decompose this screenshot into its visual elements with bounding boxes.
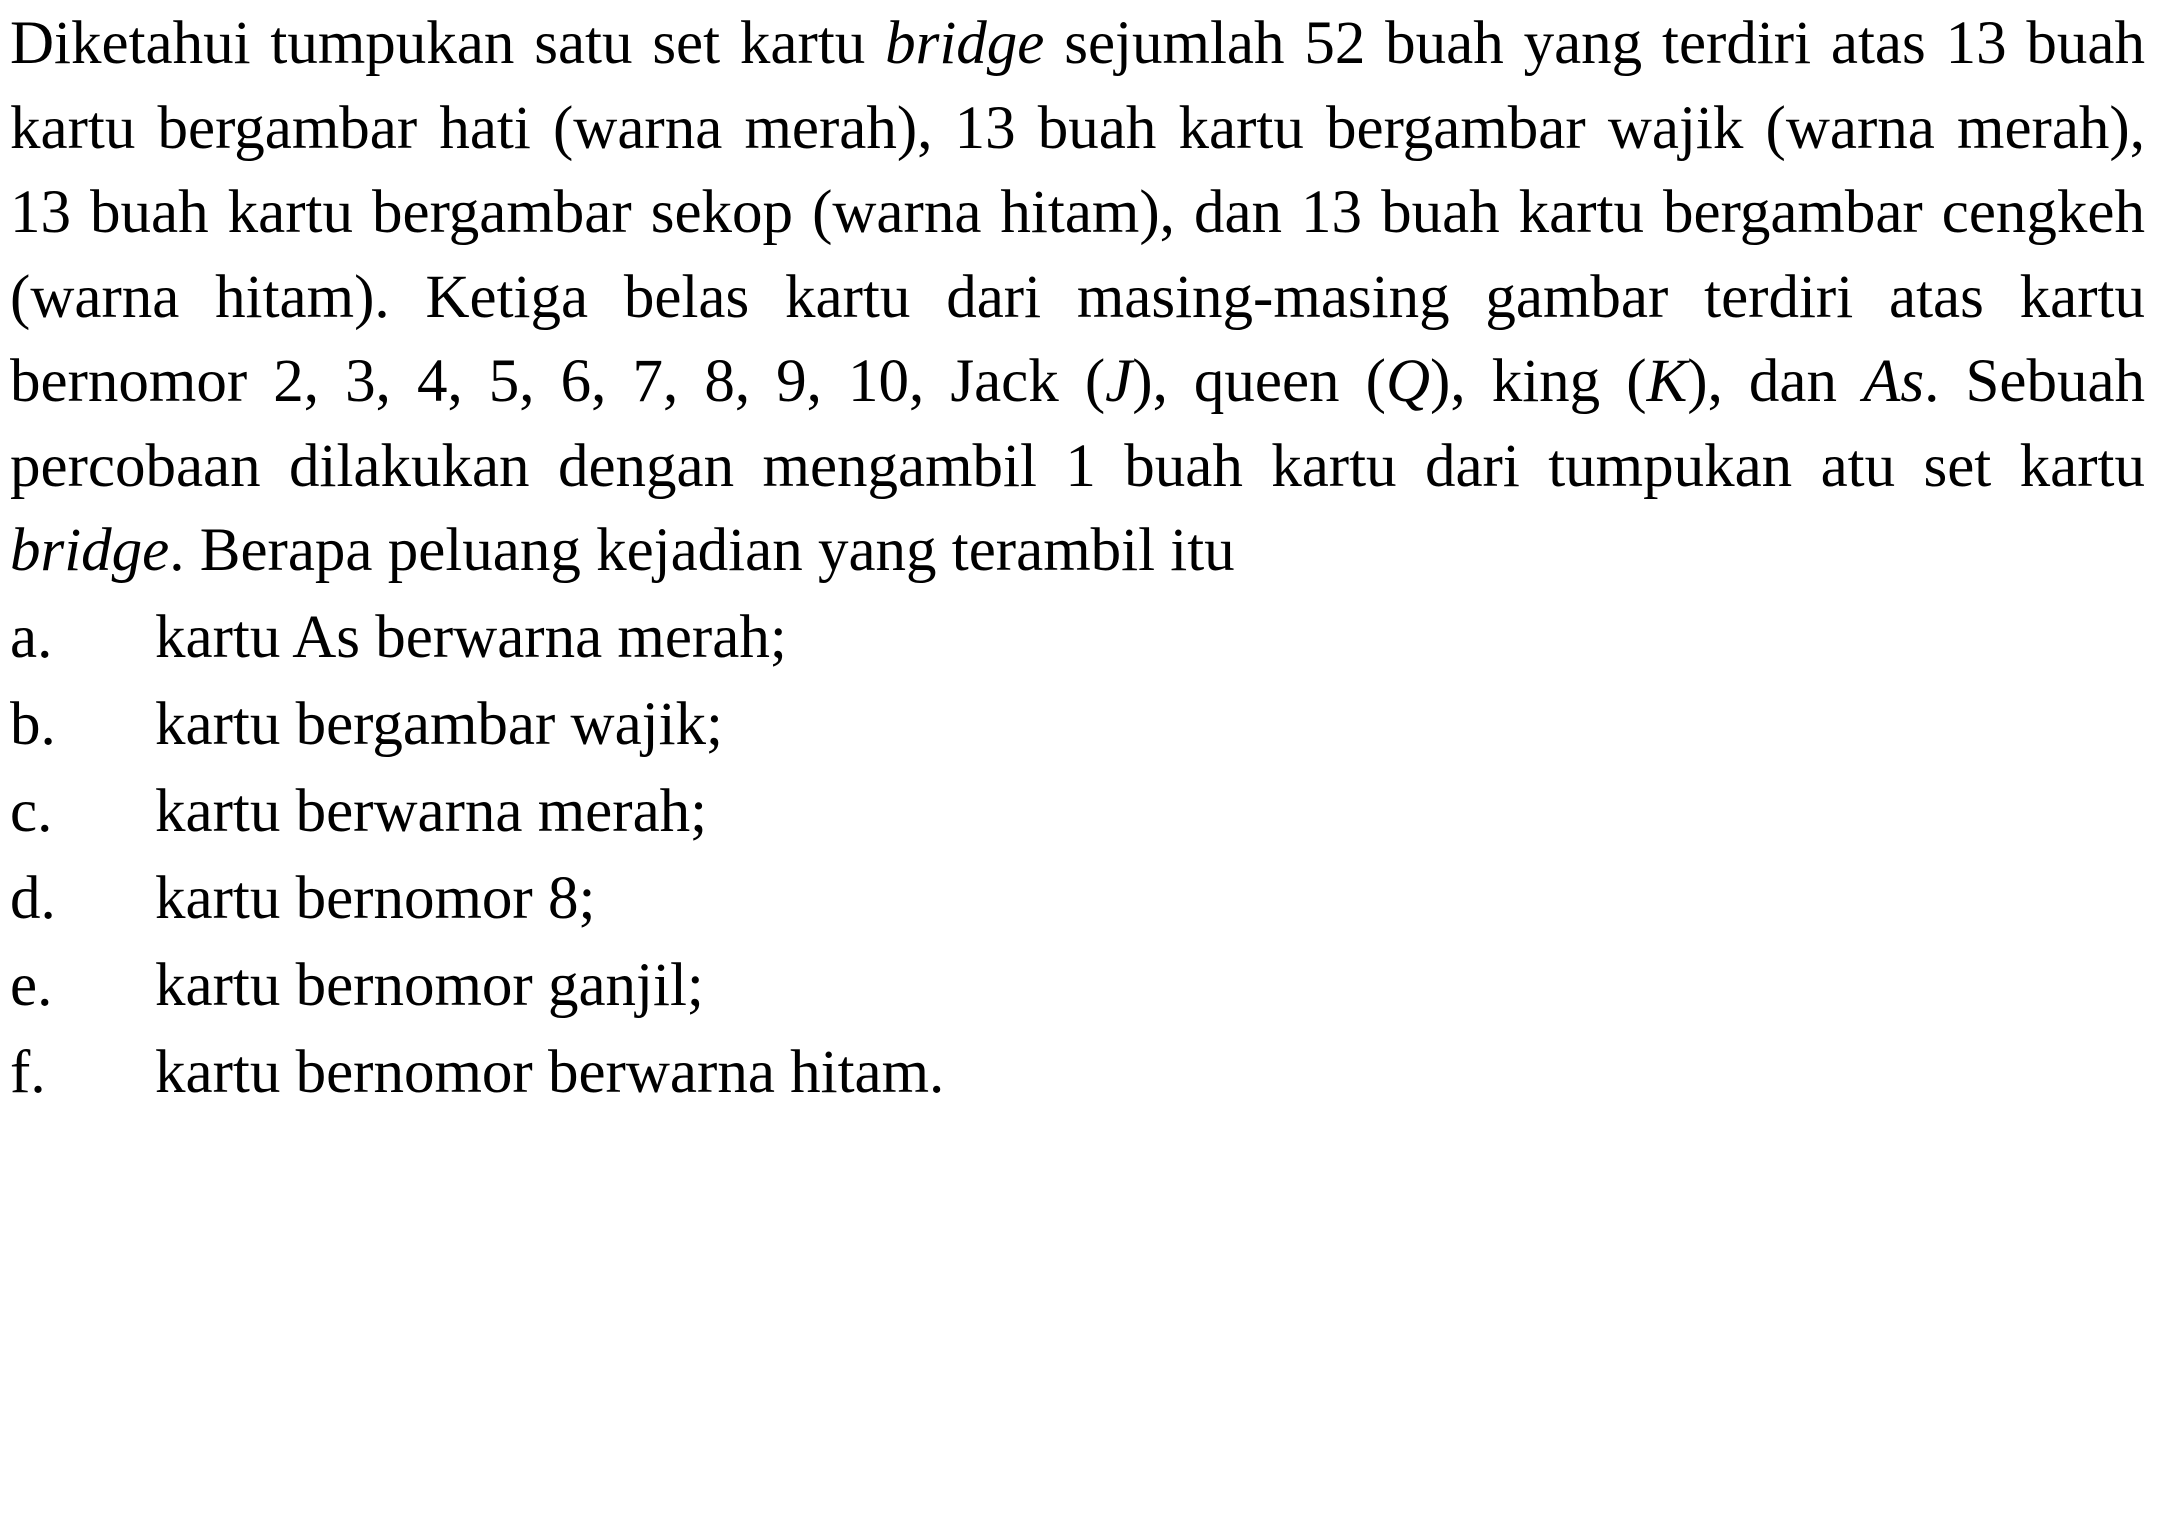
problem-statement <box>10 0 2145 594</box>
term-bridge: bridge <box>10 517 170 584</box>
option-text: kartu berwarna merah; <box>155 777 708 845</box>
statement-part-1: Diketahui tumpukan satu set kartu <box>10 10 886 77</box>
statement-part-6: . Sebuah percobaan dilakukan dengan mengambil 1 buah kartu dari tumpukan atu set kartu <box>10 348 2146 500</box>
term-bridge: bridge <box>885 10 1045 77</box>
option-letter: c. <box>10 777 53 845</box>
statement-part-3: ), queen ( <box>1132 348 1386 415</box>
option-item-d <box>10 855 2145 942</box>
option-letter: d. <box>10 864 56 932</box>
statement-part-2: sejumlah 52 buah yang terdiri atas 13 buah kartu bergambar hati (warna merah), 13 buah kartu bergambar wajik (warna merah), 13 buah kartu bergambar sekop (warna hitam), dan 13 buah kartu bergambar cengkeh (warna hitam). Ketiga belas kartu dari masing-masing gambar terdiri atas kartu bernomor 2, 3, 4, 5, 6, 7, 8, 9, 10, Jack ( <box>10 10 2146 415</box>
statement-part-5: ), dan <box>1687 348 1864 415</box>
statement-part-7: . Berapa peluang kejadian yang terambil itu <box>169 517 1235 584</box>
statement-part-4: ), king ( <box>1430 348 1647 415</box>
option-letter: b. <box>10 690 56 758</box>
option-item-b <box>10 681 2145 768</box>
option-item-a <box>10 594 2145 681</box>
option-item-f <box>10 1029 2145 1116</box>
option-letter: e. <box>10 951 53 1019</box>
option-text: kartu bernomor 8; <box>155 864 596 932</box>
option-text: kartu bergambar wajik; <box>155 690 724 758</box>
option-text: kartu bernomor berwarna hitam. <box>155 1038 945 1106</box>
symbol-queen: Q <box>1385 348 1431 415</box>
option-item-e <box>10 942 2145 1029</box>
symbol-ace: As <box>1863 348 1925 415</box>
symbol-king: K <box>1646 348 1688 415</box>
option-item-c <box>10 768 2145 855</box>
option-text: kartu bernomor ganjil; <box>155 951 704 1019</box>
option-letter: f. <box>10 1038 46 1106</box>
problem-block <box>10 0 2145 1116</box>
option-letter: a. <box>10 603 53 671</box>
symbol-jack: J <box>1105 348 1133 415</box>
option-list <box>10 594 2145 1116</box>
option-text: kartu As berwarna merah; <box>155 603 787 671</box>
